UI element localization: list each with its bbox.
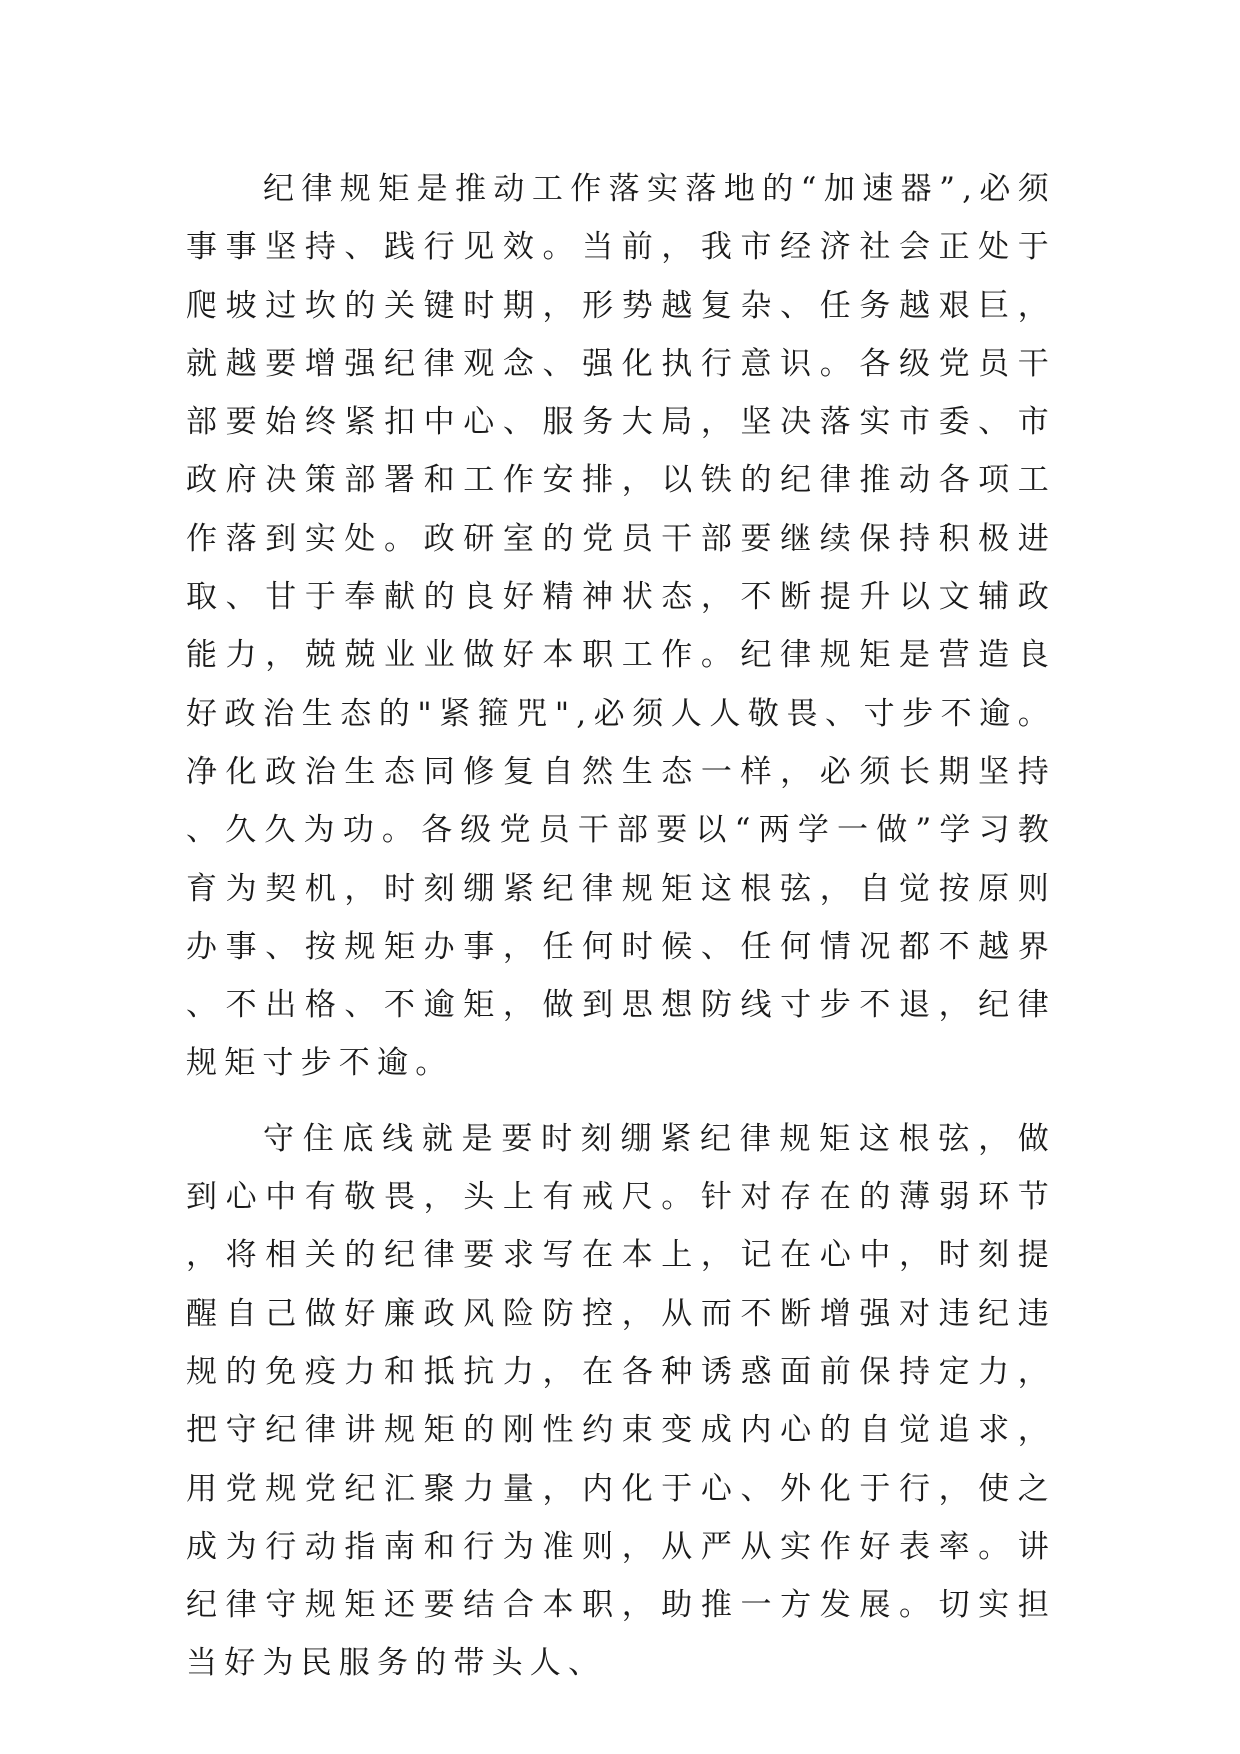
paragraph-2: 守住底线就是要时刻绷紧纪律规矩这根弦，做到心中有敬畏，头上有戒尺。针对存在的薄弱环节，将相关的纪律要求写在本上，记在心中，时刻提醒自己做好廉政风险防控，从而不断增强对违纪违规的免疫力和抵抗力，在各种诱惑面前保持定力，把守纪律讲规矩的刚性约束变成内心的自觉追求，用党规党纪汇聚力量，内化于心、外化于行，使之成为行动指南和行为准则，从严从实作好表率。讲纪律守规矩还要结合本职，助推一方发展。切实担当好为民服务的带头人、 xyxy=(186,1120,1056,1682)
paragraph-1: 纪律规矩是推动工作落实落地的“加速器”,必须事事坚持、践行见效。当前，我市经济社会正处于爬坡过坎的关键时期，形势越复杂、任务越艰巨，就越要增强纪律观念、强化执行意识。各级党员干部要始终紧扣中心、服务大局，坚决落实市委、市政府决策部署和工作安排，以铁的纪律推动各项工作落到实处。政研室的党员干部要继续保持积极进取、甘于奉献的良好精神状态，不断提升以文辅政能力，兢兢业业做好本职工作。纪律规矩是营造良好政治生态的"紧箍咒",必须人人敬畏、寸步不逾。净化政治生态同修复自然生态一样，必须长期坚持、久久为功。各级党员干部要以“两学一做”学习教育为契机，时刻绷紧纪律规矩这根弦，自觉按原则办事、按规矩办事，任何时候、任何情况都不越界、不出格、不逾矩，做到思想防线寸步不退，纪律规矩寸步不逾。 xyxy=(186,171,1056,1082)
document-body xyxy=(186,160,1056,1693)
